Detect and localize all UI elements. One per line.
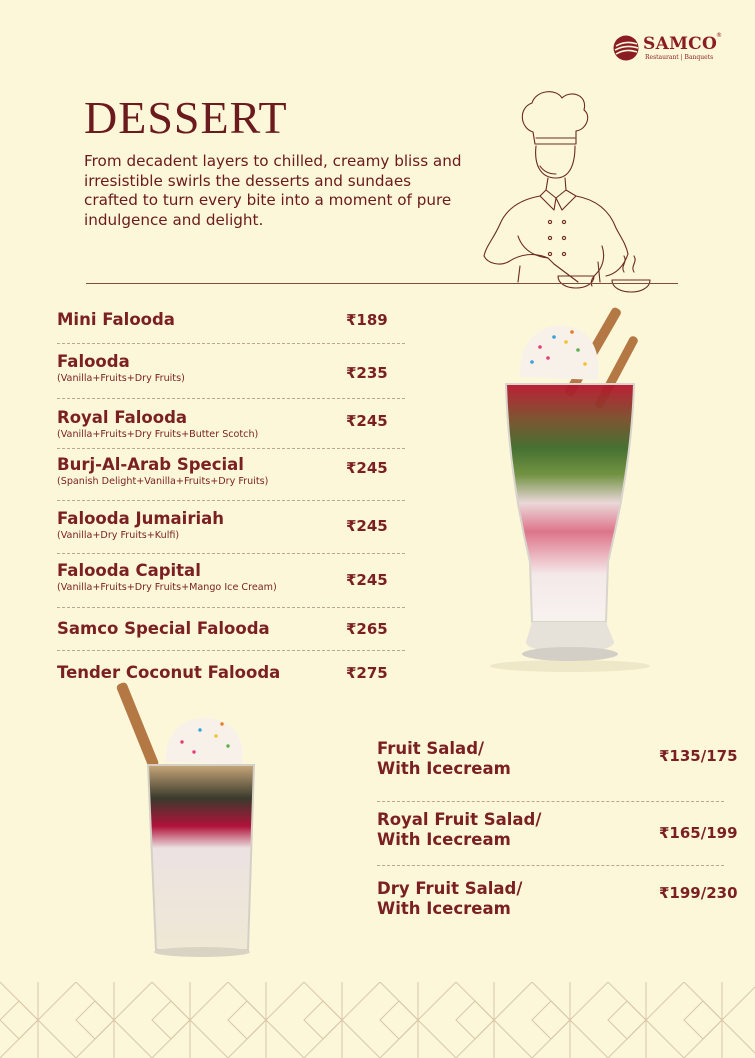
brand-name: SAMCO xyxy=(643,34,718,54)
item-price: ₹245 xyxy=(346,571,388,589)
item-description: (Vanilla+Fruits+Dry Fruits+Mango Ice Cream) xyxy=(57,582,277,593)
header-rule xyxy=(86,283,678,284)
salad-name xyxy=(377,739,577,779)
decorative-pattern xyxy=(0,982,755,1058)
salad-name-line1: Royal Fruit Salad/ xyxy=(377,810,542,829)
item-name: Falooda xyxy=(57,352,130,371)
item-name: Tender Coconut Falooda xyxy=(57,663,281,682)
item-name: Royal Falooda xyxy=(57,408,188,427)
item-divider xyxy=(57,650,405,651)
salad-divider xyxy=(377,801,724,802)
intro-text: From decadent layers to chilled, creamy bliss and irresistible swirls the desserts and sundaes crafted to turn every bite into a moment of pure indulgence and delight. xyxy=(84,152,462,229)
salad-price: ₹165/199 xyxy=(659,824,738,842)
item-description: (Spanish Delight+Vanilla+Fruits+Dry Fruits) xyxy=(57,476,269,487)
salad-name-line2: With Icecream xyxy=(377,830,511,849)
salad-name xyxy=(377,810,577,850)
item-divider xyxy=(57,398,405,399)
salad-name xyxy=(377,879,577,919)
item-name: Falooda Jumairiah xyxy=(57,509,224,528)
falooda-glass-small-image xyxy=(108,680,273,965)
item-name: Burj-Al-Arab Special xyxy=(57,455,244,474)
brand-logo xyxy=(612,32,732,66)
salad-name-line2: With Icecream xyxy=(377,899,511,918)
salad-divider xyxy=(377,865,724,866)
item-price: ₹245 xyxy=(346,412,388,430)
registered-mark: ® xyxy=(716,32,722,39)
salad-name-line1: Fruit Salad/ xyxy=(377,739,485,758)
item-description: (Vanilla+Fruits+Dry Fruits) xyxy=(57,373,185,384)
item-price: ₹245 xyxy=(346,517,388,535)
salad-name-line2: With Icecream xyxy=(377,759,511,778)
item-price: ₹265 xyxy=(346,620,388,638)
item-divider xyxy=(57,500,405,501)
salad-price: ₹199/230 xyxy=(659,884,738,902)
chef-illustration xyxy=(478,86,678,301)
item-price: ₹189 xyxy=(346,311,388,329)
item-price: ₹235 xyxy=(346,364,388,382)
item-description: (Vanilla+Dry Fruits+Kulfi) xyxy=(57,530,180,541)
brand-tagline: Restaurant | Banquets xyxy=(645,54,714,61)
item-description: (Vanilla+Fruits+Dry Fruits+Butter Scotch) xyxy=(57,429,259,440)
salad-price: ₹135/175 xyxy=(659,747,738,765)
salad-name-line1: Dry Fruit Salad/ xyxy=(377,879,523,898)
item-divider xyxy=(57,343,405,344)
falooda-glass-image xyxy=(470,292,670,680)
item-name: Samco Special Falooda xyxy=(57,619,270,638)
item-price: ₹245 xyxy=(346,459,388,477)
item-name: Falooda Capital xyxy=(57,561,201,580)
item-divider xyxy=(57,448,405,449)
item-divider xyxy=(57,607,405,608)
item-price: ₹275 xyxy=(346,664,388,682)
samco-logo-icon xyxy=(612,34,640,62)
item-divider xyxy=(57,553,405,554)
item-name: Mini Falooda xyxy=(57,310,175,329)
page-title: DESSERT xyxy=(84,92,288,143)
